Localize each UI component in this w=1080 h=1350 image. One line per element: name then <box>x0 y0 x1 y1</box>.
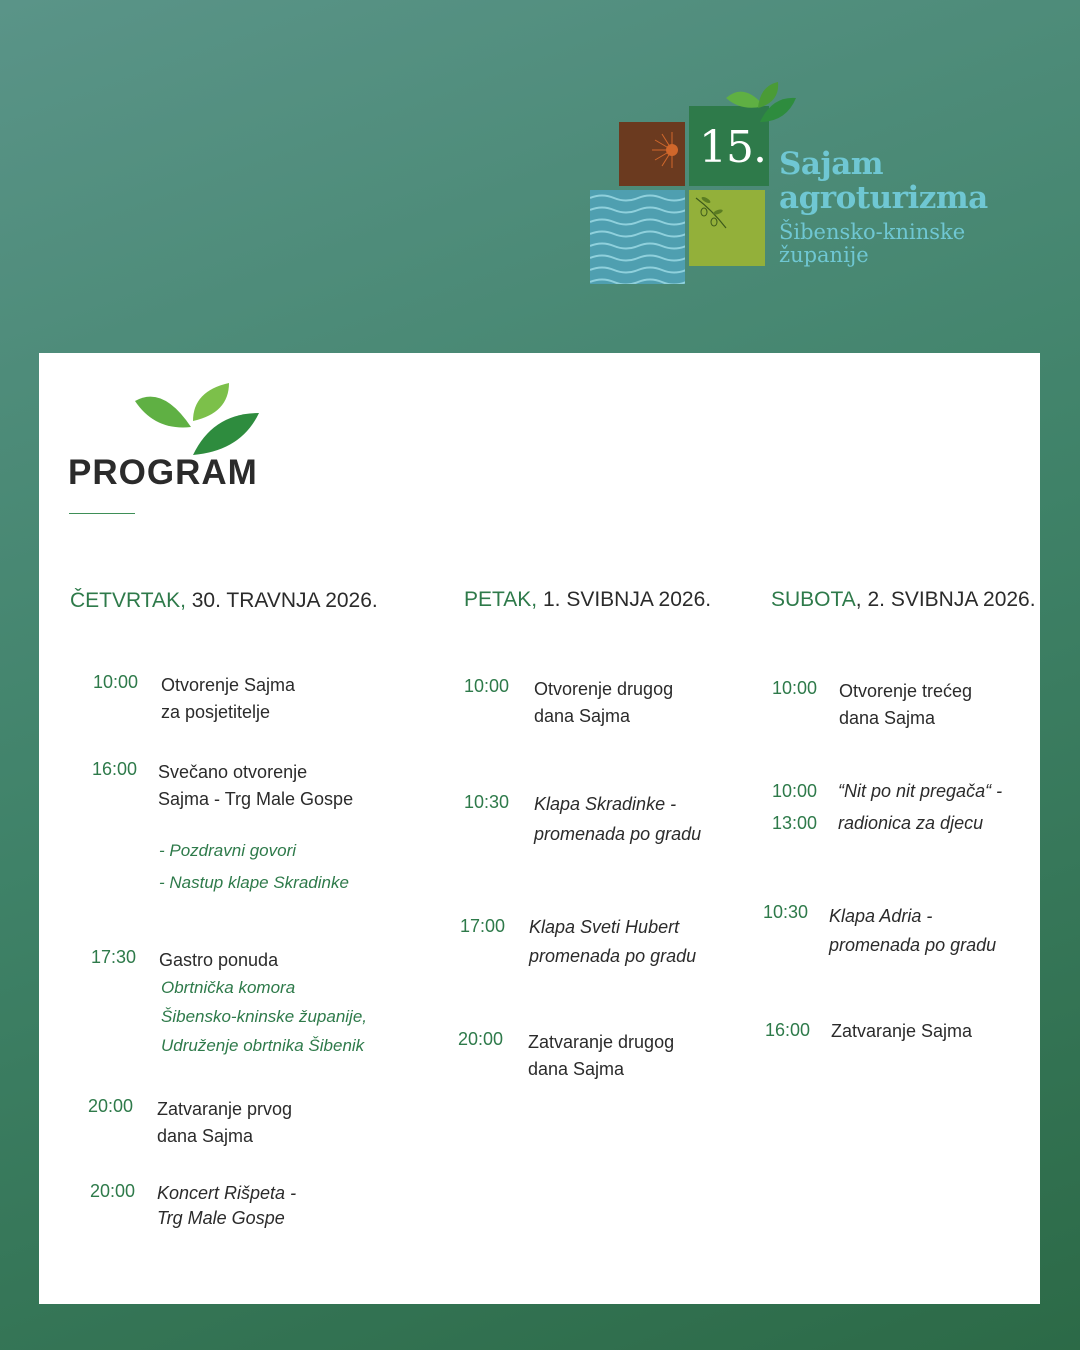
logo-subtitle-line2: županije <box>779 243 869 267</box>
event-line: za posjetitelje <box>161 702 271 722</box>
waves-icon <box>590 190 685 284</box>
event-time: 17:30 <box>91 947 137 967</box>
title-divider <box>69 513 135 514</box>
event-line: dana Sajma <box>528 1059 625 1079</box>
event-line: Svečano otvorenje <box>158 762 308 782</box>
event-description: Gastro ponuda <box>159 950 279 970</box>
event-note: - Nastup klape Skradinke <box>159 873 349 892</box>
event-description <box>528 1029 674 1083</box>
day-date: , 2. SVIBNJA 2026. <box>855 588 1036 611</box>
event-description <box>157 1096 292 1150</box>
event-time: 17:00 <box>460 916 506 936</box>
event-time: 20:00 <box>90 1181 136 1201</box>
event-note: Udruženje obrtnika Šibenik <box>161 1036 365 1055</box>
event-line: dana Sajma <box>534 706 631 726</box>
event-description <box>838 775 1002 839</box>
day-header-friday <box>464 588 711 612</box>
day-name: PETAK, <box>464 588 538 611</box>
event-description <box>839 678 972 732</box>
event-line: “Nit po nit pregača“ - <box>838 781 1003 801</box>
day-name: ČETVRTAK, <box>70 589 186 612</box>
program-title: PROGRAM <box>68 453 258 492</box>
event-line: promenada po gradu <box>534 824 702 844</box>
event-description <box>829 902 996 960</box>
event-time: 20:00 <box>458 1029 504 1049</box>
event-time: 10:00 <box>93 672 139 692</box>
event-note: Obrtnička komora <box>161 978 296 997</box>
event-line: Zatvaranje prvog <box>157 1099 293 1119</box>
event-time: 16:00 <box>765 1020 811 1040</box>
event-description <box>157 1181 296 1231</box>
olive-branch-icon <box>692 192 732 232</box>
event-line: Klapa Skradinke - <box>534 794 677 814</box>
event-time: 10:30 <box>464 792 510 812</box>
day-header-saturday <box>771 588 1036 612</box>
event-time: 20:00 <box>88 1096 134 1116</box>
event-line: Trg Male Gospe <box>157 1208 285 1228</box>
day-name: SUBOTA <box>771 588 856 611</box>
event-time: 10:00 <box>772 678 818 698</box>
event-note: Šibensko-kninske županije, <box>161 1007 368 1026</box>
event-line: dana Sajma <box>839 708 936 728</box>
event-time: 10:30 <box>763 902 809 922</box>
sun-icon <box>648 132 684 168</box>
event-line: radionica za djecu <box>838 813 984 833</box>
event-line: Sajma - Trg Male Gospe <box>158 789 354 809</box>
event-line: Otvorenje Sajma <box>161 675 296 695</box>
event-notes <box>161 973 367 1060</box>
logo-title-line2: agroturizma <box>779 180 988 216</box>
day-date: 1. SVIBNJA 2026. <box>537 588 712 611</box>
logo-edition-number: 15. <box>699 122 766 173</box>
event-line: Klapa Adria - <box>829 906 933 926</box>
event-description <box>534 676 673 730</box>
event-line: promenada po gradu <box>529 946 697 966</box>
event-time-end: 13:00 <box>772 813 818 833</box>
event-description <box>161 672 295 726</box>
event-line: Koncert Rišpeta - <box>157 1183 297 1203</box>
event-description: Zatvaranje Sajma <box>831 1021 973 1041</box>
day-date: 30. TRAVNJA 2026. <box>185 589 378 612</box>
event-time: 10:00 <box>464 676 510 696</box>
event-note: - Pozdravni govori <box>159 841 297 860</box>
event-line: promenada po gradu <box>829 935 997 955</box>
event-time: 10:00 <box>772 781 818 801</box>
event-description <box>158 759 353 813</box>
logo-title-line1: Sajam <box>779 146 884 182</box>
event-line: dana Sajma <box>157 1126 254 1146</box>
event-description <box>534 789 701 849</box>
event-line: Klapa Sveti Hubert <box>529 917 680 937</box>
event-line: Otvorenje trećeg <box>839 681 973 701</box>
program-card <box>39 353 1040 1304</box>
program-leaves-icon <box>133 383 263 458</box>
day-header-thursday <box>70 589 378 613</box>
event-line: Otvorenje drugog <box>534 679 674 699</box>
event-time: 16:00 <box>92 759 138 779</box>
event-description <box>529 913 696 971</box>
logo-subtitle-line1: Šibensko-kninske <box>779 220 966 244</box>
event-time-range <box>772 775 817 839</box>
fair-logo <box>588 80 1008 300</box>
event-line: Zatvaranje drugog <box>528 1032 675 1052</box>
event-notes <box>159 836 349 897</box>
logo-water-square <box>590 190 685 284</box>
